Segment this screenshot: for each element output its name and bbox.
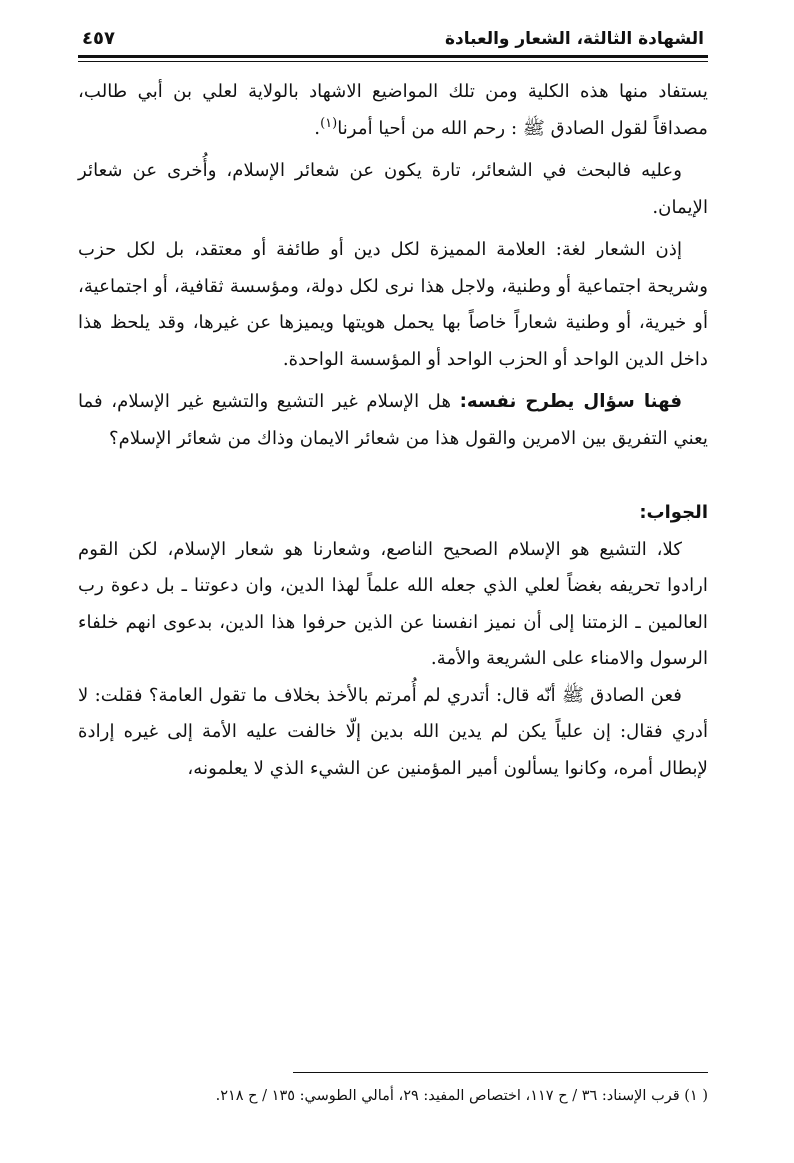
page-number: ٤٥٧ — [82, 28, 115, 49]
paragraph-4: فهنا سؤال يطرح نفسه: هل الإسلام غير التشيع والتشيع غير الإسلام، فما يعني التفريق بين الامرين والقول هذا من شعائر الايمان وذاك من شعائر الإسلام؟ — [78, 391, 708, 449]
paragraph-3: إذن الشعار لغة: العلامة المميزة لكل دين أو طائفة أو معتقد، بل لكل حزب وشريحة اجتماعية أو وطنية، ولاجل هذا نرى لكل دولة، ومؤسسة ثقافية، أو اجتماعية، أو خيرية، أو وطنية شعاراً خاصاً بها يحمل هويتها ويميزها عن غيرها، وقد يلحظ هذا داخل الدين الواحد أو الحزب الواحد أو المؤسسة الواحدة. — [78, 239, 708, 370]
paragraph-2: وعليه فالبحث في الشعائر، تارة يكون عن شعائر الإسلام، وأُخرى عن شعائر الإيمان. — [78, 160, 708, 218]
footnote: ( ١) قرب الإسناد: ٣٦ / ح ١١٧، اختصاص المفيد: ٢٩، أمالي الطوسي: ١٣٥ / ح ٢١٨. — [215, 1088, 708, 1104]
running-header — [78, 28, 708, 55]
answer-heading: الجواب: — [639, 502, 708, 523]
question-lead: فهنا سؤال يطرح نفسه: — [459, 391, 682, 412]
paragraph-6: فعن الصادق ﷺ أنّه قال: أتدري لم أُمرتم بالأخذ بخلاف ما تقول العامة؟ فقلت: لا أدري فقال: إن علياً يكن لم يدين الله بدين إلّا خالفت عليه الأمة إلى غيره إرادة لإبطال أمره، وكانوا يسألون أمير المؤمنين عن الشيء الذي لا يعلمونه، — [78, 684, 708, 779]
paragraph-1: يستفاد منها هذه الكلية ومن تلك المواضيع الاشهاد بالولاية لعلي بن أبي طالب، مصداقاً لقول الصادق ﷺ : رحم الله من أحيا أمرنا$^{(١)}$. — [78, 81, 708, 139]
footnote-rule — [293, 1072, 708, 1073]
body-text — [78, 74, 708, 787]
footnote-marker: (١) — [320, 115, 338, 131]
header-rule-thin — [78, 61, 708, 62]
header-rule-thick — [78, 55, 708, 58]
header-title: الشهادة الثالثة، الشعار والعبادة — [445, 29, 704, 49]
page — [78, 28, 708, 787]
paragraph-5: كلا، التشيع هو الإسلام الصحيح الناصع، وشعارنا هو شعار الإسلام، لكن القوم ارادوا تحريفه بغضاً لعلي الذي جعله الله علماً لهذا الدين، وان دعوتنا ـ بل دعوة رب العالمين ـ الزمتنا إلى أن نميز انفسنا عن الذين حرفوا هذا الدين، بدعوى انهم خلفاء الرسول والامناء على الشريعة والأمة. — [78, 538, 708, 669]
